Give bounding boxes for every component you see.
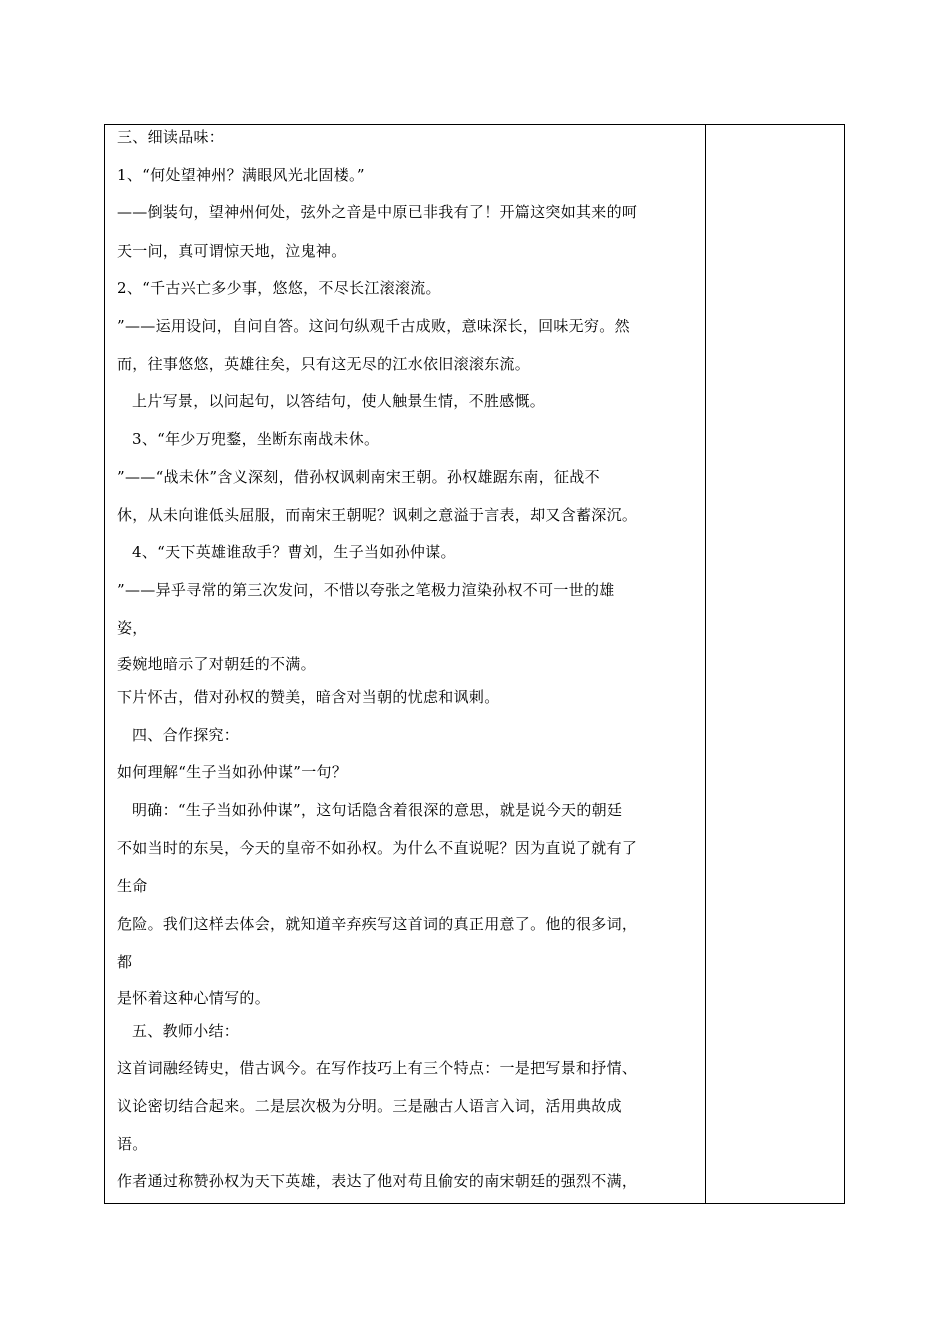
quote-3: 3、“年少万兜鍪，坐断东南战未休。 xyxy=(132,430,380,448)
answer-line: 明确：“生子当如孙仲谋”，这句话隐含着很深的意思，就是说今天的朝廷 xyxy=(132,801,623,819)
quote-2: 2、“千古兴亡多少事，悠悠，不尽长江滚滚流。 xyxy=(117,279,441,297)
summary-lower: 下片怀古，借对孙权的赞美，暗含对当朝的忧虑和讽刺。 xyxy=(117,688,500,706)
text-line: 议论密切结合起来。二是层次极为分明。三是融古人语言入词，活用典故成 xyxy=(117,1097,622,1115)
text-line: ”——运用设问，自问自答。这问句纵观千古成败，意味深长，回味无穷。然 xyxy=(117,317,630,335)
quote-1: 1、“何处望神州？满眼风光北固楼。” xyxy=(117,166,365,184)
text-line: ——倒装句，望神州何处，弦外之音是中原已非我有了！开篇这突如其来的呵 xyxy=(117,203,638,221)
question: 如何理解“生子当如孙仲谋”一句？ xyxy=(117,763,348,781)
text-line: 委婉地暗示了对朝廷的不满。 xyxy=(117,655,316,673)
quote-4: 4、“天下英雄谁敌手？曹刘，生子当如孙仲谋。 xyxy=(132,543,456,561)
text-line: 姿， xyxy=(117,619,148,637)
section-heading-3: 三、细读品味： xyxy=(117,128,225,146)
text-line: 这首词融经铸史，借古讽今。在写作技巧上有三个特点：一是把写景和抒情、 xyxy=(117,1059,638,1077)
notes-cell xyxy=(706,125,844,1203)
text-line: 语。 xyxy=(117,1135,148,1153)
content-cell xyxy=(105,125,705,1203)
section-heading-5: 五、教师小结： xyxy=(132,1022,240,1040)
text-line: 都 xyxy=(117,953,133,971)
text-line: 不如当时的东吴，今天的皇帝不如孙权。为什么不直说呢？因为直说了就有了 xyxy=(117,839,638,857)
text-line: 是怀着这种心情写的。 xyxy=(117,989,271,1007)
text-line: 作者通过称赞孙权为天下英雄，表达了他对苟且偷安的南宋朝廷的强烈不满， xyxy=(117,1172,638,1190)
text-line: ”——“战未休”含义深刻，借孙权讽刺南宋王朝。孙权雄踞东南，征战不 xyxy=(117,468,600,486)
lesson-table xyxy=(104,124,845,1204)
text-line: ”——异乎寻常的第三次发问，不惜以夸张之笔极力渲染孙权不可一世的雄 xyxy=(117,581,615,599)
text-line: 而，往事悠悠，英雄往矣，只有这无尽的江水依旧滚滚东流。 xyxy=(117,355,531,373)
section-heading-4: 四、合作探究： xyxy=(132,726,240,744)
summary-upper: 上片写景，以问起句，以答结句，使人触景生情，不胜感慨。 xyxy=(132,392,546,410)
text-line: 休，从未向谁低头屈服，而南宋王朝呢？讽刺之意溢于言表，却又含蓄深沉。 xyxy=(117,506,638,524)
text-line: 天一问，真可谓惊天地，泣鬼神。 xyxy=(117,242,347,260)
text-line: 生命 xyxy=(117,877,148,895)
text-line: 危险。我们这样去体会，就知道辛弃疾写这首词的真正用意了。他的很多词， xyxy=(117,915,638,933)
